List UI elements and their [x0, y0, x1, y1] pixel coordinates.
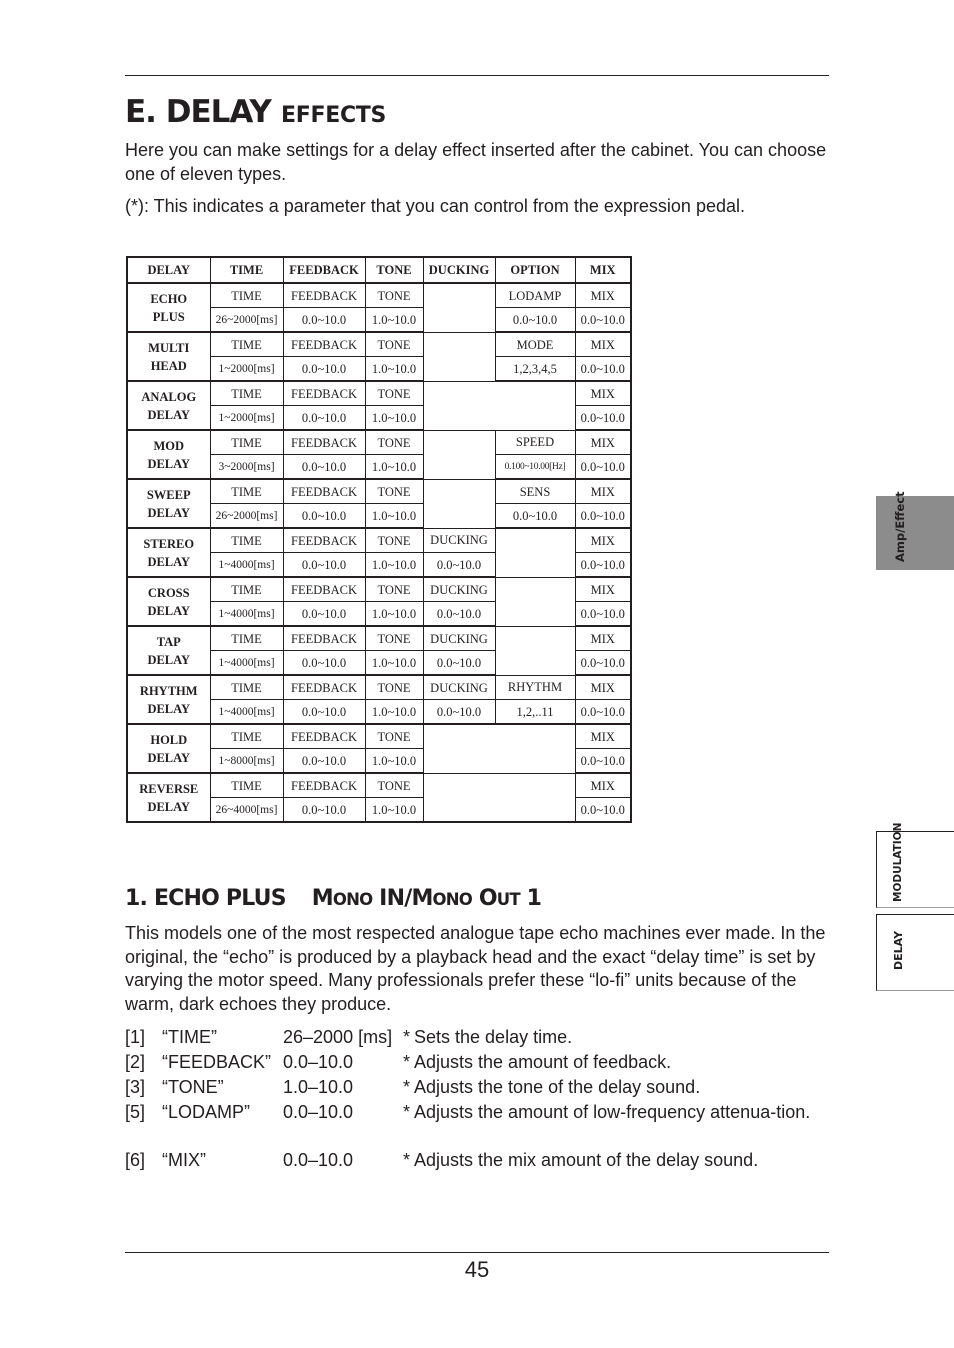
subtitle-part: O	[472, 886, 497, 911]
delay-type-name-line: DELAY	[147, 750, 191, 765]
table-row	[127, 283, 631, 308]
delay-type-name	[127, 430, 210, 479]
table-row	[127, 724, 631, 749]
top-rule	[125, 75, 829, 76]
param-name-cell: MIX	[575, 577, 631, 602]
param-description: Adjusts the amount of feedback.	[414, 1052, 672, 1072]
section-io-subtitle	[312, 886, 541, 911]
subtitle-part: N	[386, 886, 405, 911]
delay-type-name-line: HOLD	[150, 732, 188, 747]
param-range-cell: 0.0~10.0	[575, 357, 631, 382]
table-row	[127, 675, 631, 700]
header-cell: MIX	[575, 257, 631, 283]
param-range-cell: 26~4000[ms]	[210, 798, 283, 823]
param-range-cell: 1~4000[ms]	[210, 700, 283, 725]
param-range-cell: 1.0~10.0	[365, 700, 423, 725]
param-range: 0.0–10.0	[283, 1102, 354, 1122]
table-header-row	[127, 257, 631, 283]
param-range-cell: 0.0~10.0	[575, 455, 631, 480]
delay-type-name-line: DELAY	[147, 603, 191, 618]
tab-delay[interactable]	[876, 914, 954, 991]
empty-cell	[495, 528, 575, 577]
param-range-cell: 26~2000[ms]	[210, 308, 283, 333]
empty-cell	[495, 626, 575, 675]
delay-type-name-line: DELAY	[147, 652, 191, 667]
param-range-cell: 0.0~10.0	[423, 700, 495, 725]
delay-type-name-line: DELAY	[147, 407, 191, 422]
pedal-asterisk: *	[403, 1102, 411, 1122]
subtitle-part: /M	[404, 886, 433, 911]
param-range-cell: 1~2000[ms]	[210, 357, 283, 382]
param-name-cell: TIME	[210, 479, 283, 504]
param-range-cell: 0.0~10.0	[575, 798, 631, 823]
empty-cell	[423, 381, 575, 430]
param-name-cell: TIME	[210, 773, 283, 798]
delay-type-name-line: REVERSE	[139, 781, 199, 796]
delay-type-name	[127, 381, 210, 430]
param-range-cell: 1~4000[ms]	[210, 602, 283, 627]
param-index: [1]	[125, 1027, 146, 1047]
delay-type-name	[127, 283, 210, 332]
param-name-cell: FEEDBACK	[283, 479, 365, 504]
param-name-cell: FEEDBACK	[283, 528, 365, 553]
subtitle-part: M	[311, 886, 333, 911]
param-range-cell: 0.0~10.0	[575, 406, 631, 431]
param-name-cell: TIME	[210, 381, 283, 406]
empty-cell	[495, 577, 575, 626]
param-range-cell: 0.0~10.0	[423, 553, 495, 578]
delay-type-name	[127, 675, 210, 724]
param-range-cell: 0.0~10.0	[575, 553, 631, 578]
section-title	[125, 886, 541, 911]
intro-paragraph: Here you can make settings for a delay effect inserted after the cabinet. You can choose one of eleven types.	[125, 140, 827, 184]
param-name-cell: FEEDBACK	[283, 626, 365, 651]
header-cell: DELAY	[127, 257, 210, 283]
delay-type-name	[127, 528, 210, 577]
empty-cell	[423, 479, 495, 528]
title-main: E. DELAY	[125, 94, 271, 130]
param-range-cell: 0.0~10.0	[575, 602, 631, 627]
param-range-cell: 0.0~10.0	[283, 700, 365, 725]
delay-type-name	[127, 479, 210, 528]
param-name-cell: MIX	[575, 626, 631, 651]
delay-type-name-line: MOD	[153, 438, 185, 453]
param-name-cell: FEEDBACK	[283, 577, 365, 602]
param-description: Adjusts the tone of the delay sound.	[414, 1077, 701, 1097]
param-name-cell: SENS	[495, 479, 575, 504]
echo-plus-description: This models one of the most respected analogue tape echo machines ever made. In the original, the “echo” is produced by a playback head and the exact “delay time” is set by varying the motor speed. Many professionals prefer these “lo-fi” units because of the warm, dark echoes they produce.	[125, 923, 826, 1014]
table-row	[127, 479, 631, 504]
delay-type-name-line: ANALOG	[141, 389, 197, 404]
param-name-cell: TONE	[365, 332, 423, 357]
tab-delay-label: DELAY	[892, 930, 905, 970]
param-range-cell: 1.0~10.0	[365, 406, 423, 431]
param-name-cell: FEEDBACK	[283, 332, 365, 357]
param-range-cell: 0.0~10.0	[575, 504, 631, 529]
delay-table	[126, 256, 632, 823]
param-range-cell: 1.0~10.0	[365, 357, 423, 382]
subtitle-part: I	[372, 886, 387, 911]
param-index: [6]	[125, 1150, 146, 1170]
param-name-cell: SPEED	[495, 430, 575, 455]
pedal-asterisk: *	[403, 1150, 411, 1170]
param-name: “TONE”	[162, 1077, 224, 1097]
table-row	[127, 381, 631, 406]
param-name-cell: LODAMP	[495, 283, 575, 308]
param-range-cell: 1~4000[ms]	[210, 553, 283, 578]
param-range-cell: 1.0~10.0	[365, 455, 423, 480]
param-name-cell: TONE	[365, 773, 423, 798]
param-name-cell: MIX	[575, 675, 631, 700]
delay-type-name	[127, 773, 210, 822]
param-name-cell: TONE	[365, 381, 423, 406]
subtitle-part: UT	[496, 890, 520, 909]
table-row	[127, 773, 631, 798]
param-range-cell: 0.0~10.0	[575, 308, 631, 333]
param-range-cell: 0.0~10.0	[495, 308, 575, 333]
param-range-cell: 1~2000[ms]	[210, 406, 283, 431]
delay-type-name-line: DELAY	[147, 554, 191, 569]
param-description: Sets the delay time.	[414, 1027, 573, 1047]
delay-type-name-line: DELAY	[147, 505, 191, 520]
subtitle-part: ONO	[432, 890, 472, 909]
tab-modulation[interactable]	[876, 822, 954, 908]
param-name-cell: FEEDBACK	[283, 381, 365, 406]
param-name-cell: MIX	[575, 381, 631, 406]
table-row	[127, 332, 631, 357]
param-range-cell: 0.0~10.0	[283, 308, 365, 333]
delay-type-name-line: STEREO	[143, 536, 195, 551]
header-cell: FEEDBACK	[283, 257, 365, 283]
page-number: 45	[464, 1257, 490, 1282]
empty-cell	[423, 283, 495, 332]
delay-type-name-line: ECHO	[150, 291, 188, 306]
param-range-cell: 0.0~10.0	[423, 651, 495, 676]
param-name-cell: TIME	[210, 430, 283, 455]
param-range-cell: 1,2,3,4,5	[495, 357, 575, 382]
delay-type-name-line: RHYTHM	[139, 683, 198, 698]
param-name-cell: TONE	[365, 430, 423, 455]
param-name-cell: DUCKING	[423, 626, 495, 651]
subtitle-part: ONO	[332, 890, 373, 909]
tab-amp-effect-label: Amp/Effect	[893, 491, 907, 562]
delay-type-name-line: TAP	[156, 634, 181, 649]
param-name-cell: DUCKING	[423, 528, 495, 553]
delay-type-name-line: PLUS	[152, 309, 185, 324]
pedal-asterisk: *	[403, 1052, 411, 1072]
param-name-cell: MODE	[495, 332, 575, 357]
param-index: [2]	[125, 1052, 146, 1072]
param-range-cell: 0.0~10.0	[283, 749, 365, 774]
param-range-cell: 26~2000[ms]	[210, 504, 283, 529]
empty-cell	[423, 724, 575, 773]
param-name-cell: MIX	[575, 528, 631, 553]
param-range-cell: 0.100~10.00[Hz]	[495, 455, 575, 480]
delay-type-name-line: MULTI	[148, 340, 190, 355]
title-suffix: EFFECTS	[281, 103, 387, 128]
empty-cell	[423, 332, 495, 381]
header-cell: TONE	[365, 257, 423, 283]
param-name-cell: MIX	[575, 332, 631, 357]
param-name-cell: MIX	[575, 479, 631, 504]
param-range-cell: 0.0~10.0	[283, 406, 365, 431]
param-range-cell: 0.0~10.0	[575, 749, 631, 774]
param-range: 0.0–10.0	[283, 1150, 354, 1170]
param-name: “MIX”	[162, 1150, 206, 1170]
param-name-cell: MIX	[575, 724, 631, 749]
param-name-cell: FEEDBACK	[283, 773, 365, 798]
empty-cell	[423, 430, 495, 479]
table-row	[127, 577, 631, 602]
param-description: Adjusts the amount of low-frequency attenua-tion.	[414, 1102, 811, 1122]
param-name-cell: TIME	[210, 332, 283, 357]
param-range-cell: 0.0~10.0	[283, 602, 365, 627]
table-body	[127, 257, 631, 822]
param-range-cell: 1.0~10.0	[365, 553, 423, 578]
param-name: “LODAMP”	[162, 1102, 251, 1122]
param-name-cell: TONE	[365, 479, 423, 504]
param-name-cell: TONE	[365, 724, 423, 749]
param-name-cell: TIME	[210, 675, 283, 700]
param-range-cell: 0.0~10.0	[283, 357, 365, 382]
header-cell: TIME	[210, 257, 283, 283]
param-range-cell: 1~8000[ms]	[210, 749, 283, 774]
param-description: Adjusts the mix amount of the delay sound.	[414, 1150, 759, 1170]
param-name-cell: TIME	[210, 626, 283, 651]
bottom-rule	[125, 1252, 829, 1253]
param-range-cell: 3~2000[ms]	[210, 455, 283, 480]
empty-cell	[423, 773, 575, 822]
param-name-cell: TONE	[365, 528, 423, 553]
header-cell: DUCKING	[423, 257, 495, 283]
param-range-cell: 1.0~10.0	[365, 651, 423, 676]
delay-type-name	[127, 332, 210, 381]
delay-type-name-line: HEAD	[150, 358, 187, 373]
delay-type-name-line: CROSS	[147, 585, 190, 600]
param-range: 1.0–10.0	[283, 1077, 354, 1097]
subtitle-part: 1	[519, 886, 542, 911]
param-name: “FEEDBACK”	[162, 1052, 272, 1072]
delay-type-name-line: DELAY	[147, 799, 191, 814]
param-range-cell: 1,2,..11	[495, 700, 575, 725]
delay-types-table	[126, 256, 632, 823]
param-name: “TIME”	[162, 1027, 217, 1047]
delay-type-name-line: DELAY	[147, 701, 191, 716]
param-name-cell: TIME	[210, 724, 283, 749]
header-cell: OPTION	[495, 257, 575, 283]
param-name-cell: TIME	[210, 528, 283, 553]
param-range-cell: 1.0~10.0	[365, 602, 423, 627]
param-range-cell: 0.0~10.0	[575, 700, 631, 725]
delay-type-name-line: SWEEP	[146, 487, 191, 502]
param-range-cell: 1.0~10.0	[365, 308, 423, 333]
param-range-cell: 1.0~10.0	[365, 798, 423, 823]
param-name-cell: TONE	[365, 283, 423, 308]
param-name-cell: DUCKING	[423, 675, 495, 700]
param-name-cell: MIX	[575, 430, 631, 455]
pedal-asterisk: *	[403, 1077, 411, 1097]
param-range-cell: 1~4000[ms]	[210, 651, 283, 676]
param-range-cell: 1.0~10.0	[365, 504, 423, 529]
param-range-cell: 0.0~10.0	[423, 602, 495, 627]
param-range-cell: 1.0~10.0	[365, 749, 423, 774]
param-range-cell: 0.0~10.0	[575, 651, 631, 676]
param-name-cell: FEEDBACK	[283, 724, 365, 749]
param-range: 26–2000 [ms]	[283, 1027, 393, 1047]
table-row	[127, 626, 631, 651]
param-name-cell: TIME	[210, 577, 283, 602]
delay-type-name-line: DELAY	[147, 456, 191, 471]
param-name-cell: TONE	[365, 675, 423, 700]
page-title	[125, 92, 386, 130]
param-name-cell: FEEDBACK	[283, 283, 365, 308]
param-range-cell: 0.0~10.0	[283, 798, 365, 823]
expression-pedal-note: (*): This indicates a parameter that you can control from the expression pedal.	[125, 196, 745, 216]
param-range-cell: 0.0~10.0	[283, 504, 365, 529]
tab-modulation-label: MODULATION	[892, 822, 904, 902]
param-name-cell: TIME	[210, 283, 283, 308]
param-name-cell: MIX	[575, 773, 631, 798]
pedal-asterisk: *	[403, 1027, 411, 1047]
delay-type-name	[127, 577, 210, 626]
section-name: ECHO PLUS	[153, 886, 286, 911]
param-name-cell: DUCKING	[423, 577, 495, 602]
param-range-cell: 0.0~10.0	[283, 651, 365, 676]
param-range: 0.0–10.0	[283, 1052, 354, 1072]
param-name-cell: FEEDBACK	[283, 430, 365, 455]
param-range-cell: 0.0~10.0	[495, 504, 575, 529]
delay-type-name	[127, 724, 210, 773]
section-number: 1.	[125, 886, 148, 911]
table-row	[127, 430, 631, 455]
param-name-cell: FEEDBACK	[283, 675, 365, 700]
delay-type-name	[127, 626, 210, 675]
param-name-cell: MIX	[575, 283, 631, 308]
param-range-cell: 0.0~10.0	[283, 455, 365, 480]
param-name-cell: RHYTHM	[495, 675, 575, 700]
param-name-cell: TONE	[365, 626, 423, 651]
table-row	[127, 528, 631, 553]
param-range-cell: 0.0~10.0	[283, 553, 365, 578]
tab-amp-effect[interactable]	[876, 491, 954, 570]
param-index: [3]	[125, 1077, 146, 1097]
param-name-cell: TONE	[365, 577, 423, 602]
param-index: [5]	[125, 1102, 146, 1122]
